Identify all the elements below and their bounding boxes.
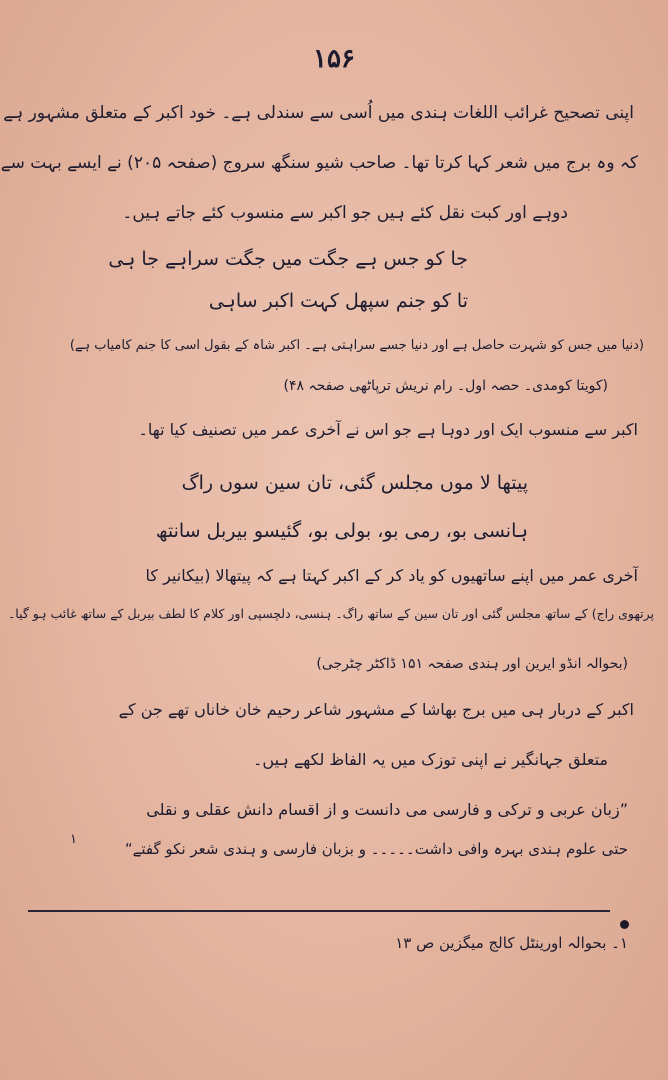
persian-quote-line-2: حتی علوم ہندی بہرہ وافی داشت۔۔۔۔۔ و بزبان فارسی و ہندی شعر نکو گفتے“: [124, 840, 628, 858]
footnote-text: ۱۔ بحوالہ اورینٹل کالج میگزین ص ۱۳: [395, 934, 628, 952]
body-line-6: پرتھوی راج) کے ساتھ مجلس گئی اور تان سین کے ساتھ راگ۔ ہنسی، دلچسپی اور کلام کا لطف بیربل کے ساتھ غائب ہو گیا۔: [7, 606, 654, 621]
body-line-1: اپنی تصحیح غرائب اللغات ہندی میں اُسی سے سندلی ہے۔ خود اکبر کے متعلق مشہور ہے: [3, 103, 634, 123]
body-line-7: اکبر کے دربار ہی میں برج بھاشا کے مشہور شاعر رحیم خان خاناں تھے جن کے: [118, 700, 634, 719]
body-line-4: اکبر سے منسوب ایک اور دوہا ہے جو اس نے آخری عمر میں تصنیف کیا تھا۔: [138, 420, 638, 439]
footnote-reference: ۱: [70, 832, 77, 847]
page-number: ۱۵۶: [313, 44, 355, 74]
verse-line-4: ہانسی بو، رمی بو، بولی بو، گئیسو بیربل سانتھ: [155, 520, 528, 542]
body-line-2: کہ وہ برج میں شعر کہا کرتا تھا۔ صاحب شیو سنگھ سروج (صفحہ ۲۰۵) نے ایسے بہت سے: [0, 153, 638, 173]
citation-line-2: (بحوالہ انڈو ایرین اور ہندی صفحہ ۱۵۱ ڈاکٹر چٹرجی): [316, 656, 628, 672]
body-line-5: آخری عمر میں اپنے ساتھیوں کو یاد کر کے اکبر کہتا ہے کہ پیتھالا (بیکانیر کا: [145, 566, 638, 585]
footnote-divider: [28, 910, 610, 912]
verse-line-1: جا کو جس ہے جگت میں جگت سراہے جا ہی: [108, 248, 468, 270]
verse-line-3: پیتھا لا موں مجلس گئی، تان سین سوں راگ: [181, 472, 528, 494]
persian-quote-line-1: ”زبان عربی و ترکی و فارسی می دانست و از اقسام دانش عقلی و نقلی: [146, 800, 628, 819]
verse-line-2: تا کو جنم سپھل کہت اکبر ساہی: [208, 290, 468, 312]
translation-line: (دنیا میں جس کو شہرت حاصل ہے اور دنیا جسے سراہتی ہے۔ اکبر شاہ کے بقول اسی کا جنم کامیاب ہے): [69, 338, 644, 353]
body-line-8: متعلق جہانگیر نے اپنی توزک میں یہ الفاظ لکھے ہیں۔: [253, 750, 608, 769]
ink-spot: [620, 920, 629, 929]
citation-line-1: (کویتا کومدی۔ حصہ اول۔ رام نریش ترپاٹھی صفحہ ۴۸): [283, 378, 608, 394]
body-line-3: دوہے اور کبت نقل کئے ہیں جو اکبر سے منسوب کئے جاتے ہیں۔: [122, 203, 568, 223]
